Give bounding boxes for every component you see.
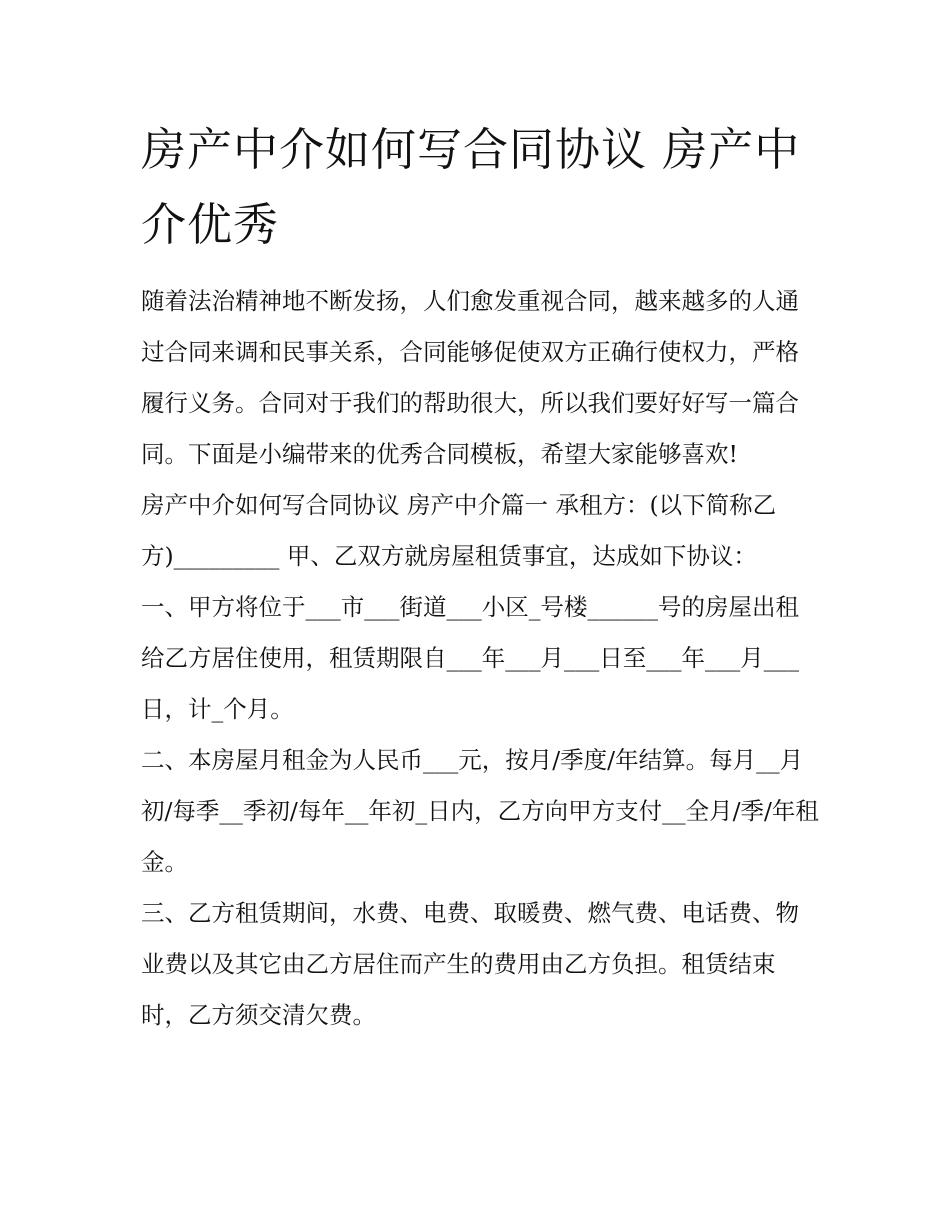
paragraph-clause-3: 三、乙方租赁期间，水费、电费、取暖费、燃气费、电话费、物业费以及其它由乙方居住而产生的费用由乙方负担。租赁结束时，乙方须交清欠费。 [141, 899, 799, 1029]
paragraph-clause-2: 二、本房屋月租金为人民币___元，按月/季度/年结算。每月__月初/每季__季初/每年__年初_日内，乙方向甲方支付__全月/季/年租金。 [141, 746, 819, 876]
document-page [141, 112, 821, 1041]
document-body [141, 276, 821, 1041]
paragraph-tenant: 房产中介如何写合同协议 房产中介篇一 承租方：(以下简称乙方)_________ 甲、乙双方就房屋租赁事宜，达成如下协议： [141, 491, 777, 570]
paragraph-clause-1: 一、甲方将位于___市___街道___小区_号楼______号的房屋出租给乙方居住使用，租赁期限自___年___月___日至___年___月___日，计_个月。 [141, 593, 799, 723]
paragraph-intro: 随着法治精神地不断发扬，人们愈发重视合同，越来越多的人通过合同来调和民事关系，合同能够促使双方正确行使权力，严格履行义务。合同对于我们的帮助很大，所以我们要好好写一篇合同。下面是小编带来的优秀合同模板，希望大家能够喜欢! [141, 287, 799, 468]
document-title: 房产中介如何写合同协议 房产中介优秀 [141, 123, 801, 251]
